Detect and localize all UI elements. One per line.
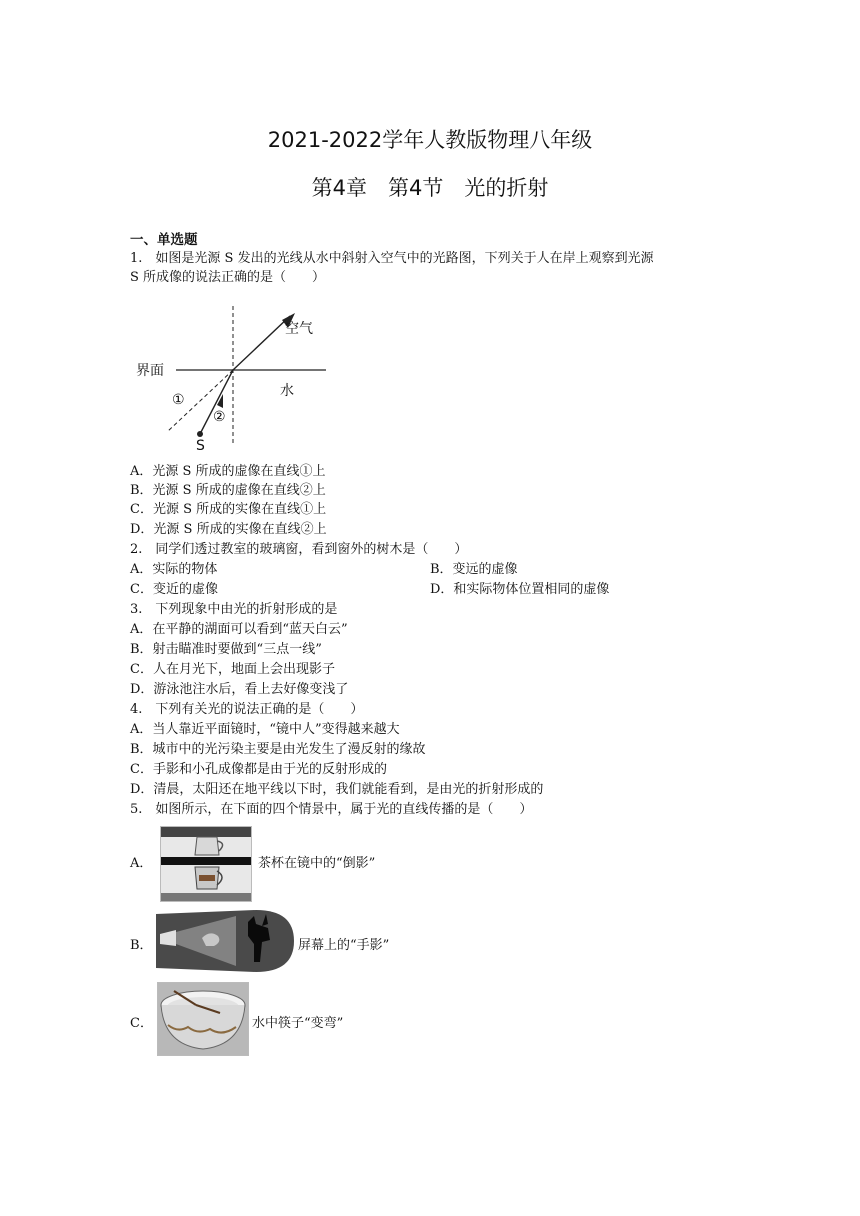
q3-option-a: A．在平静的湖面可以看到“蓝天白云” (130, 622, 348, 637)
teacup-mirror-image (160, 826, 252, 902)
source-s-label: S (196, 438, 205, 454)
section-heading: 一、单选题 (130, 232, 198, 248)
q5-option-c-caption: 水中筷子“变弯” (252, 1016, 344, 1031)
q2-option-a: A．实际的物体 (130, 562, 218, 577)
q4-stem: 4. 下列有关光的说法正确的是（ ） (130, 702, 364, 717)
q3-stem: 3. 下列现象中由光的折射形成的是 (130, 602, 338, 617)
q3-option-c: C．人在月光下，地面上会出现影子 (130, 662, 335, 677)
line-1-mark: ① (172, 392, 185, 408)
q5-stem: 5. 如图所示，在下面的四个情景中，属于光的直线传播的是（ ） (130, 802, 533, 817)
line-2-mark: ② (213, 409, 226, 425)
q2-option-b: B．变远的虚像 (430, 562, 518, 577)
document-title: 2021-2022学年人教版物理八年级 (267, 128, 593, 152)
refracted-ray (233, 316, 290, 370)
air-label: 空气 (285, 321, 313, 337)
q4-option-a: A．当人靠近平面镜时，“镜中人”变得越来越大 (130, 722, 400, 737)
q4-option-c: C．手影和小孔成像都是由于光的反射形成的 (130, 762, 387, 777)
q1-stem-line1: 1. 如图是光源 S 发出的光线从水中斜射入空气中的光路图，下列关于人在岸上观察到光源 (130, 251, 654, 266)
q1-option-d: D．光源 S 所成的实像在直线②上 (130, 522, 327, 537)
q3-option-d: D．游泳池注水后，看上去好像变浅了 (130, 682, 349, 697)
q5-option-a-caption: 茶杯在镜中的“倒影” (258, 856, 376, 871)
q4-option-d: D．清晨，太阳还在地平线以下时，我们就能看到，是由光的折射形成的 (130, 782, 544, 797)
q3-option-b: B．射击瞄准时要做到“三点一线” (130, 642, 322, 657)
light-source-point (197, 431, 203, 437)
q2-stem: 2. 同学们透过教室的玻璃窗，看到窗外的树木是（ ） (130, 542, 468, 557)
q2-option-d: D．和实际物体位置相同的虚像 (430, 582, 610, 597)
q5-option-b-caption: 屏幕上的“手影” (298, 938, 390, 953)
q5-option-c-label: C． (130, 1016, 153, 1031)
q1-stem-line2: S 所成像的说法正确的是（ ） (130, 270, 326, 285)
q1-option-b: B．光源 S 所成的虚像在直线②上 (130, 483, 326, 498)
q2-option-c: C．变近的虚像 (130, 582, 218, 597)
q1-option-a: A．光源 S 所成的虚像在直线①上 (130, 464, 326, 479)
q4-option-b: B．城市中的光污染主要是由光发生了漫反射的缘故 (130, 742, 426, 757)
interface-label: 界面 (136, 363, 164, 379)
bent-chopsticks-image (157, 982, 249, 1056)
q1-option-c: C．光源 S 所成的实像在直线①上 (130, 502, 327, 517)
water-label: 水 (280, 383, 294, 399)
q5-option-b-label: B． (130, 938, 153, 953)
hand-shadow-image (156, 910, 294, 972)
chapter-title: 第4章 第4节 光的折射 (311, 176, 549, 200)
q5-option-a-label: A． (130, 856, 153, 871)
